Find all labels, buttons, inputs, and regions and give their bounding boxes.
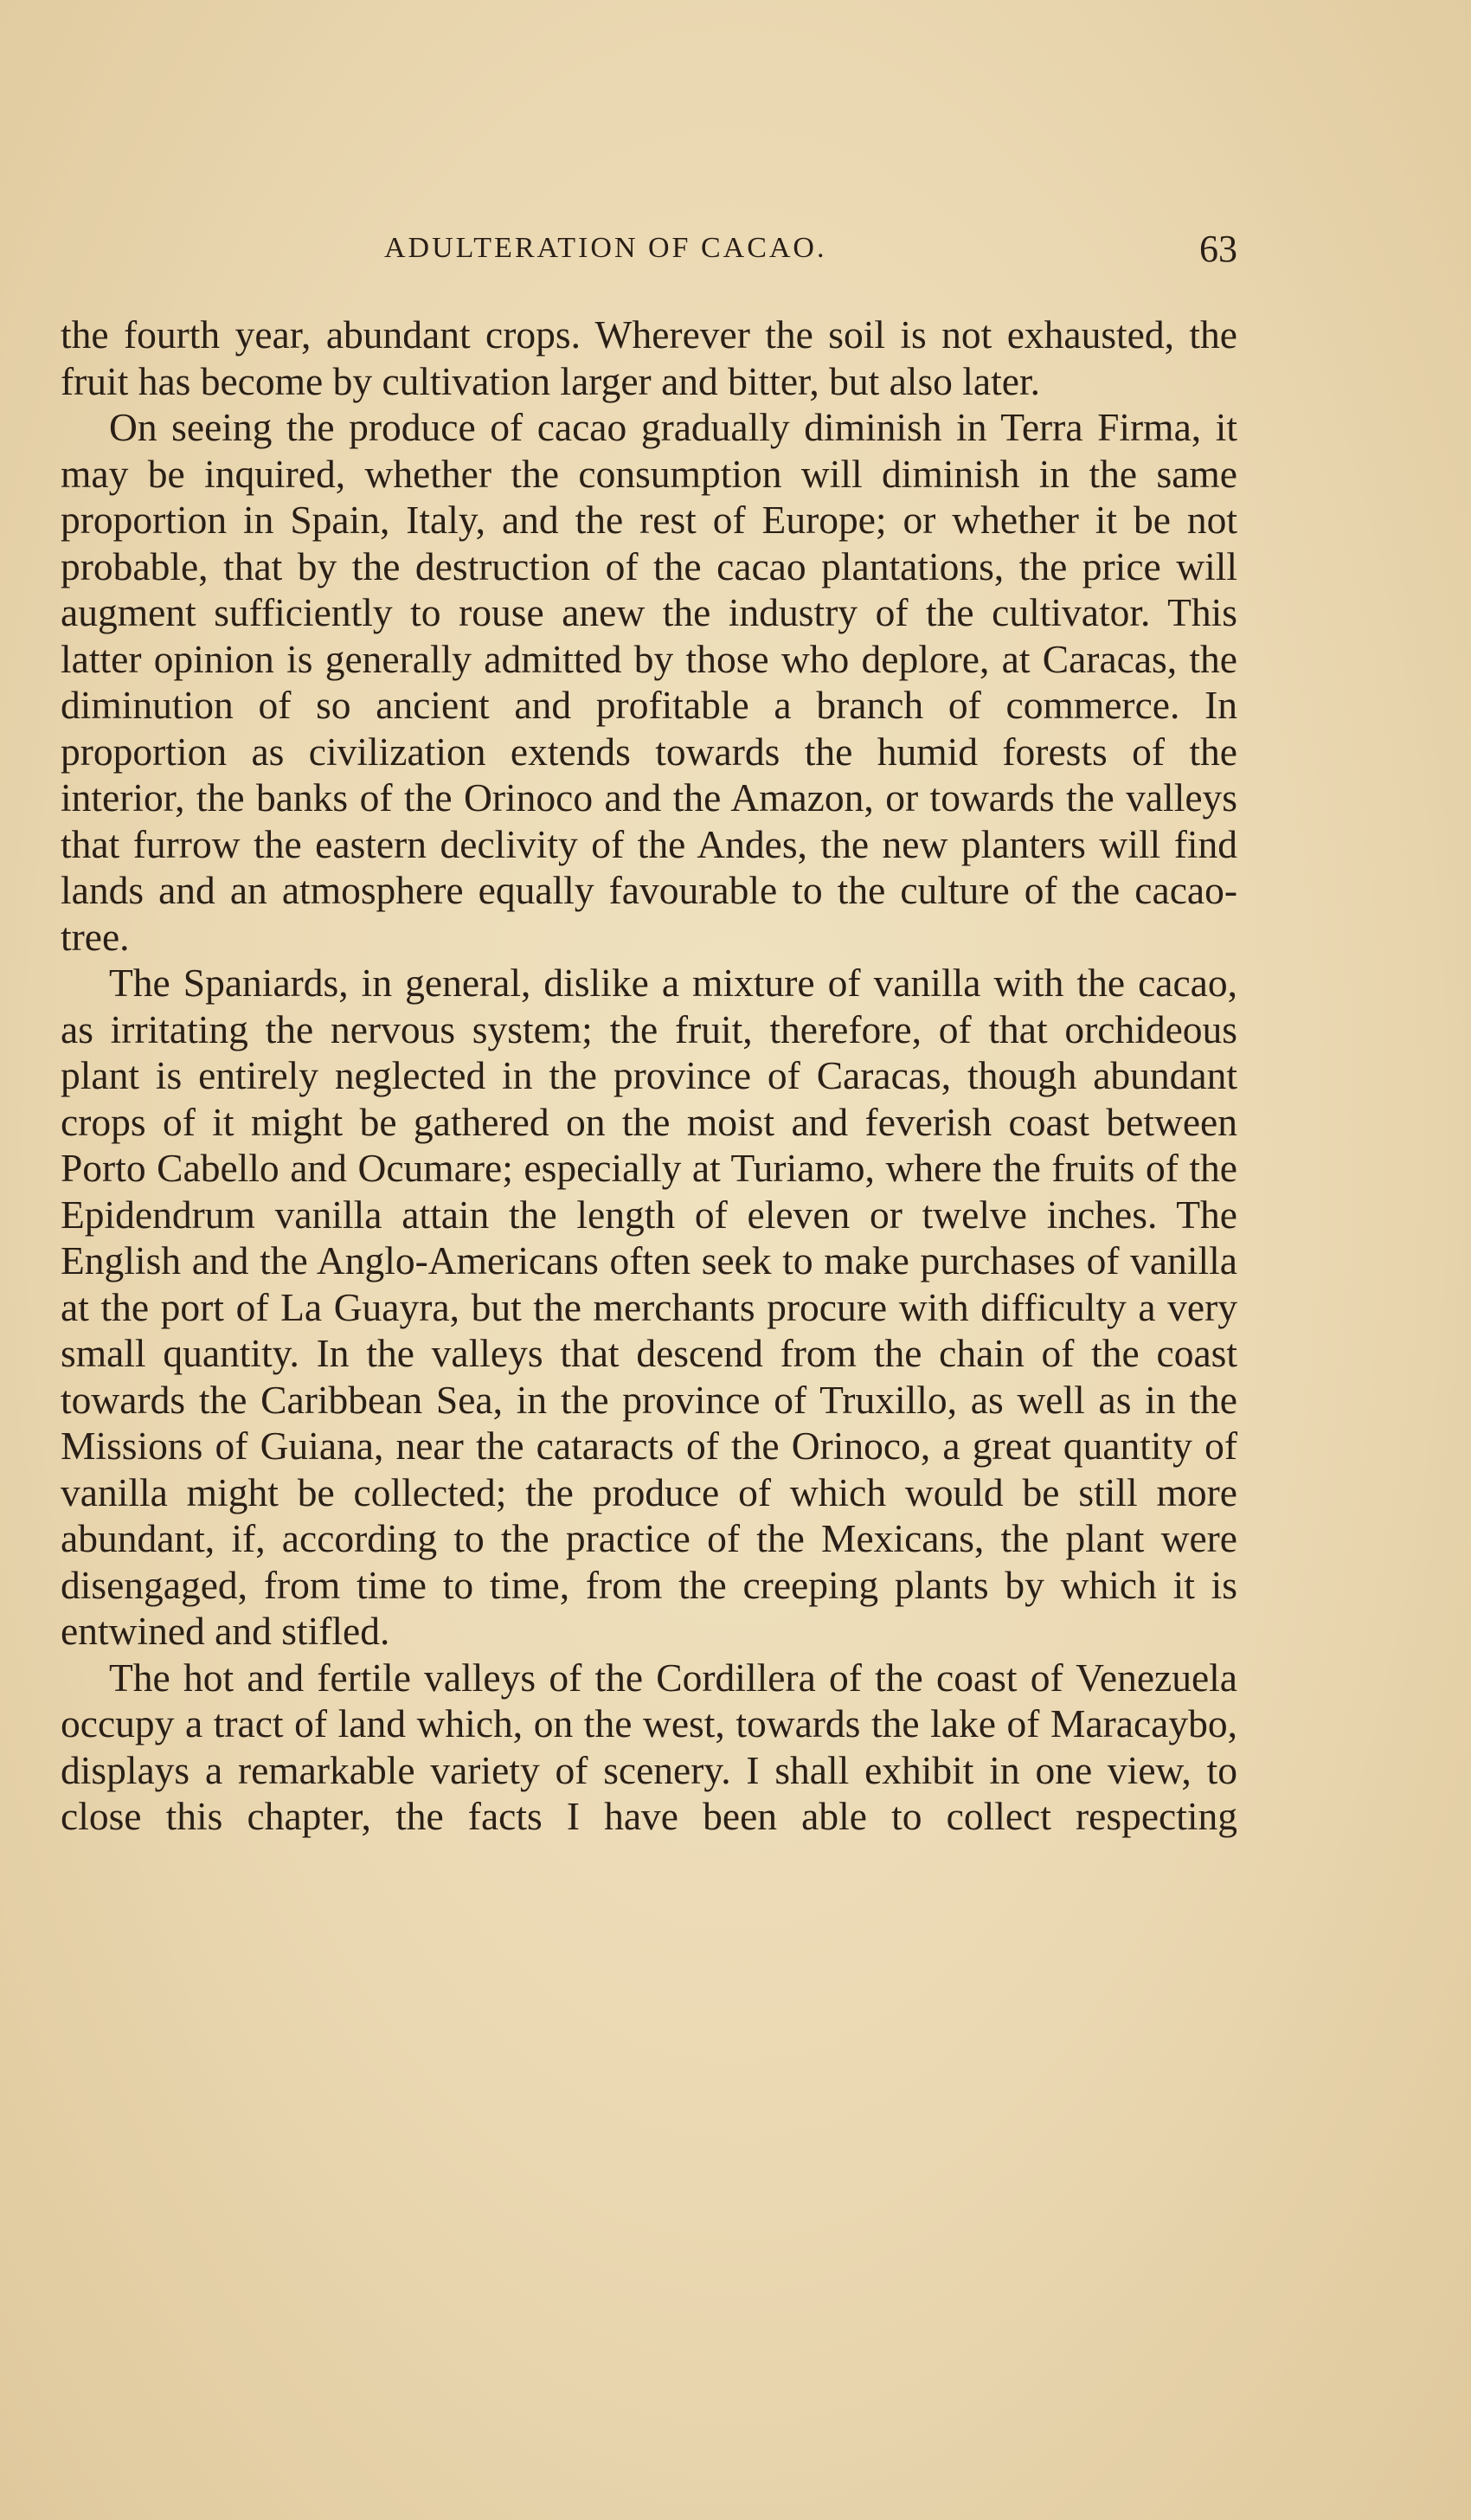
page-number: 63 — [1199, 228, 1237, 270]
paragraph-vanilla: The Spaniards, in general, dislike a mixture of vanilla with the cacao, as irritating the nervous system; the fruit, therefore, of that orchideous plant is entirely neglected in the province of Caracas, though abundant crops of it might be gathered on the moist and feverish coast between Porto Cabello and Ocumare; especially at Turiamo, where the fruits of the Epidendrum vanilla attain the length of eleven or twelve inches. The English and the Anglo-Americans often seek to make purchases of vanilla at the port of La Guayra, but the merchants procure with difficulty a very small quantity. In the valleys that descend from the chain of the coast towards the Caribbean Sea, in the province of Truxillo, as well as in the Missions of Guiana, near the cataracts of the Orinoco, a great quantity of vanilla might be collected; the produce of which would be still more abundant, if, according to the practice of the Mexicans, the plant were disengaged, from time to time, from the creeping plants by which it is entwined and stifled. — [61, 961, 1237, 1653]
running-title: ADULTERATION OF CACAO. — [384, 232, 827, 264]
paragraph-cordillera: The hot and fertile valleys of the Cordillera of the coast of Venezuela occupy a tract of land which, on the west, towards the lake of Maracaybo, displays a remarkable variety of scenery. I shall exhibit in one view, to close this chapter, the facts I have been able to collect respecting — [61, 1655, 1237, 1838]
running-head — [61, 228, 1237, 275]
paragraph-continuation: the fourth year, abundant crops. Wherever the soil is not exhausted, the fruit has become by cultivation larger and bitter, but also later. — [61, 312, 1237, 403]
paragraph-cacao-produce: On seeing the produce of cacao gradually diminish in Terra Firma, it may be inquired, whether the consumption will diminish in the same proportion in Spain, Italy, and the rest of Europe; or whether it be not probable, that by the destruction of the cacao plantations, the price will augment sufficiently to rouse anew the industry of the cultivator. This latter opinion is generally admitted by those who deplore, at Caracas, the diminution of so ancient and profitable a branch of commerce. In proportion as civilization extends towards the humid forests of the interior, the banks of the Orinoco and the Amazon, or towards the valleys that furrow the eastern declivity of the Andes, the new planters will find lands and an atmosphere equally favourable to the culture of the cacao-tree. — [61, 405, 1237, 959]
body-text — [61, 312, 1237, 1840]
